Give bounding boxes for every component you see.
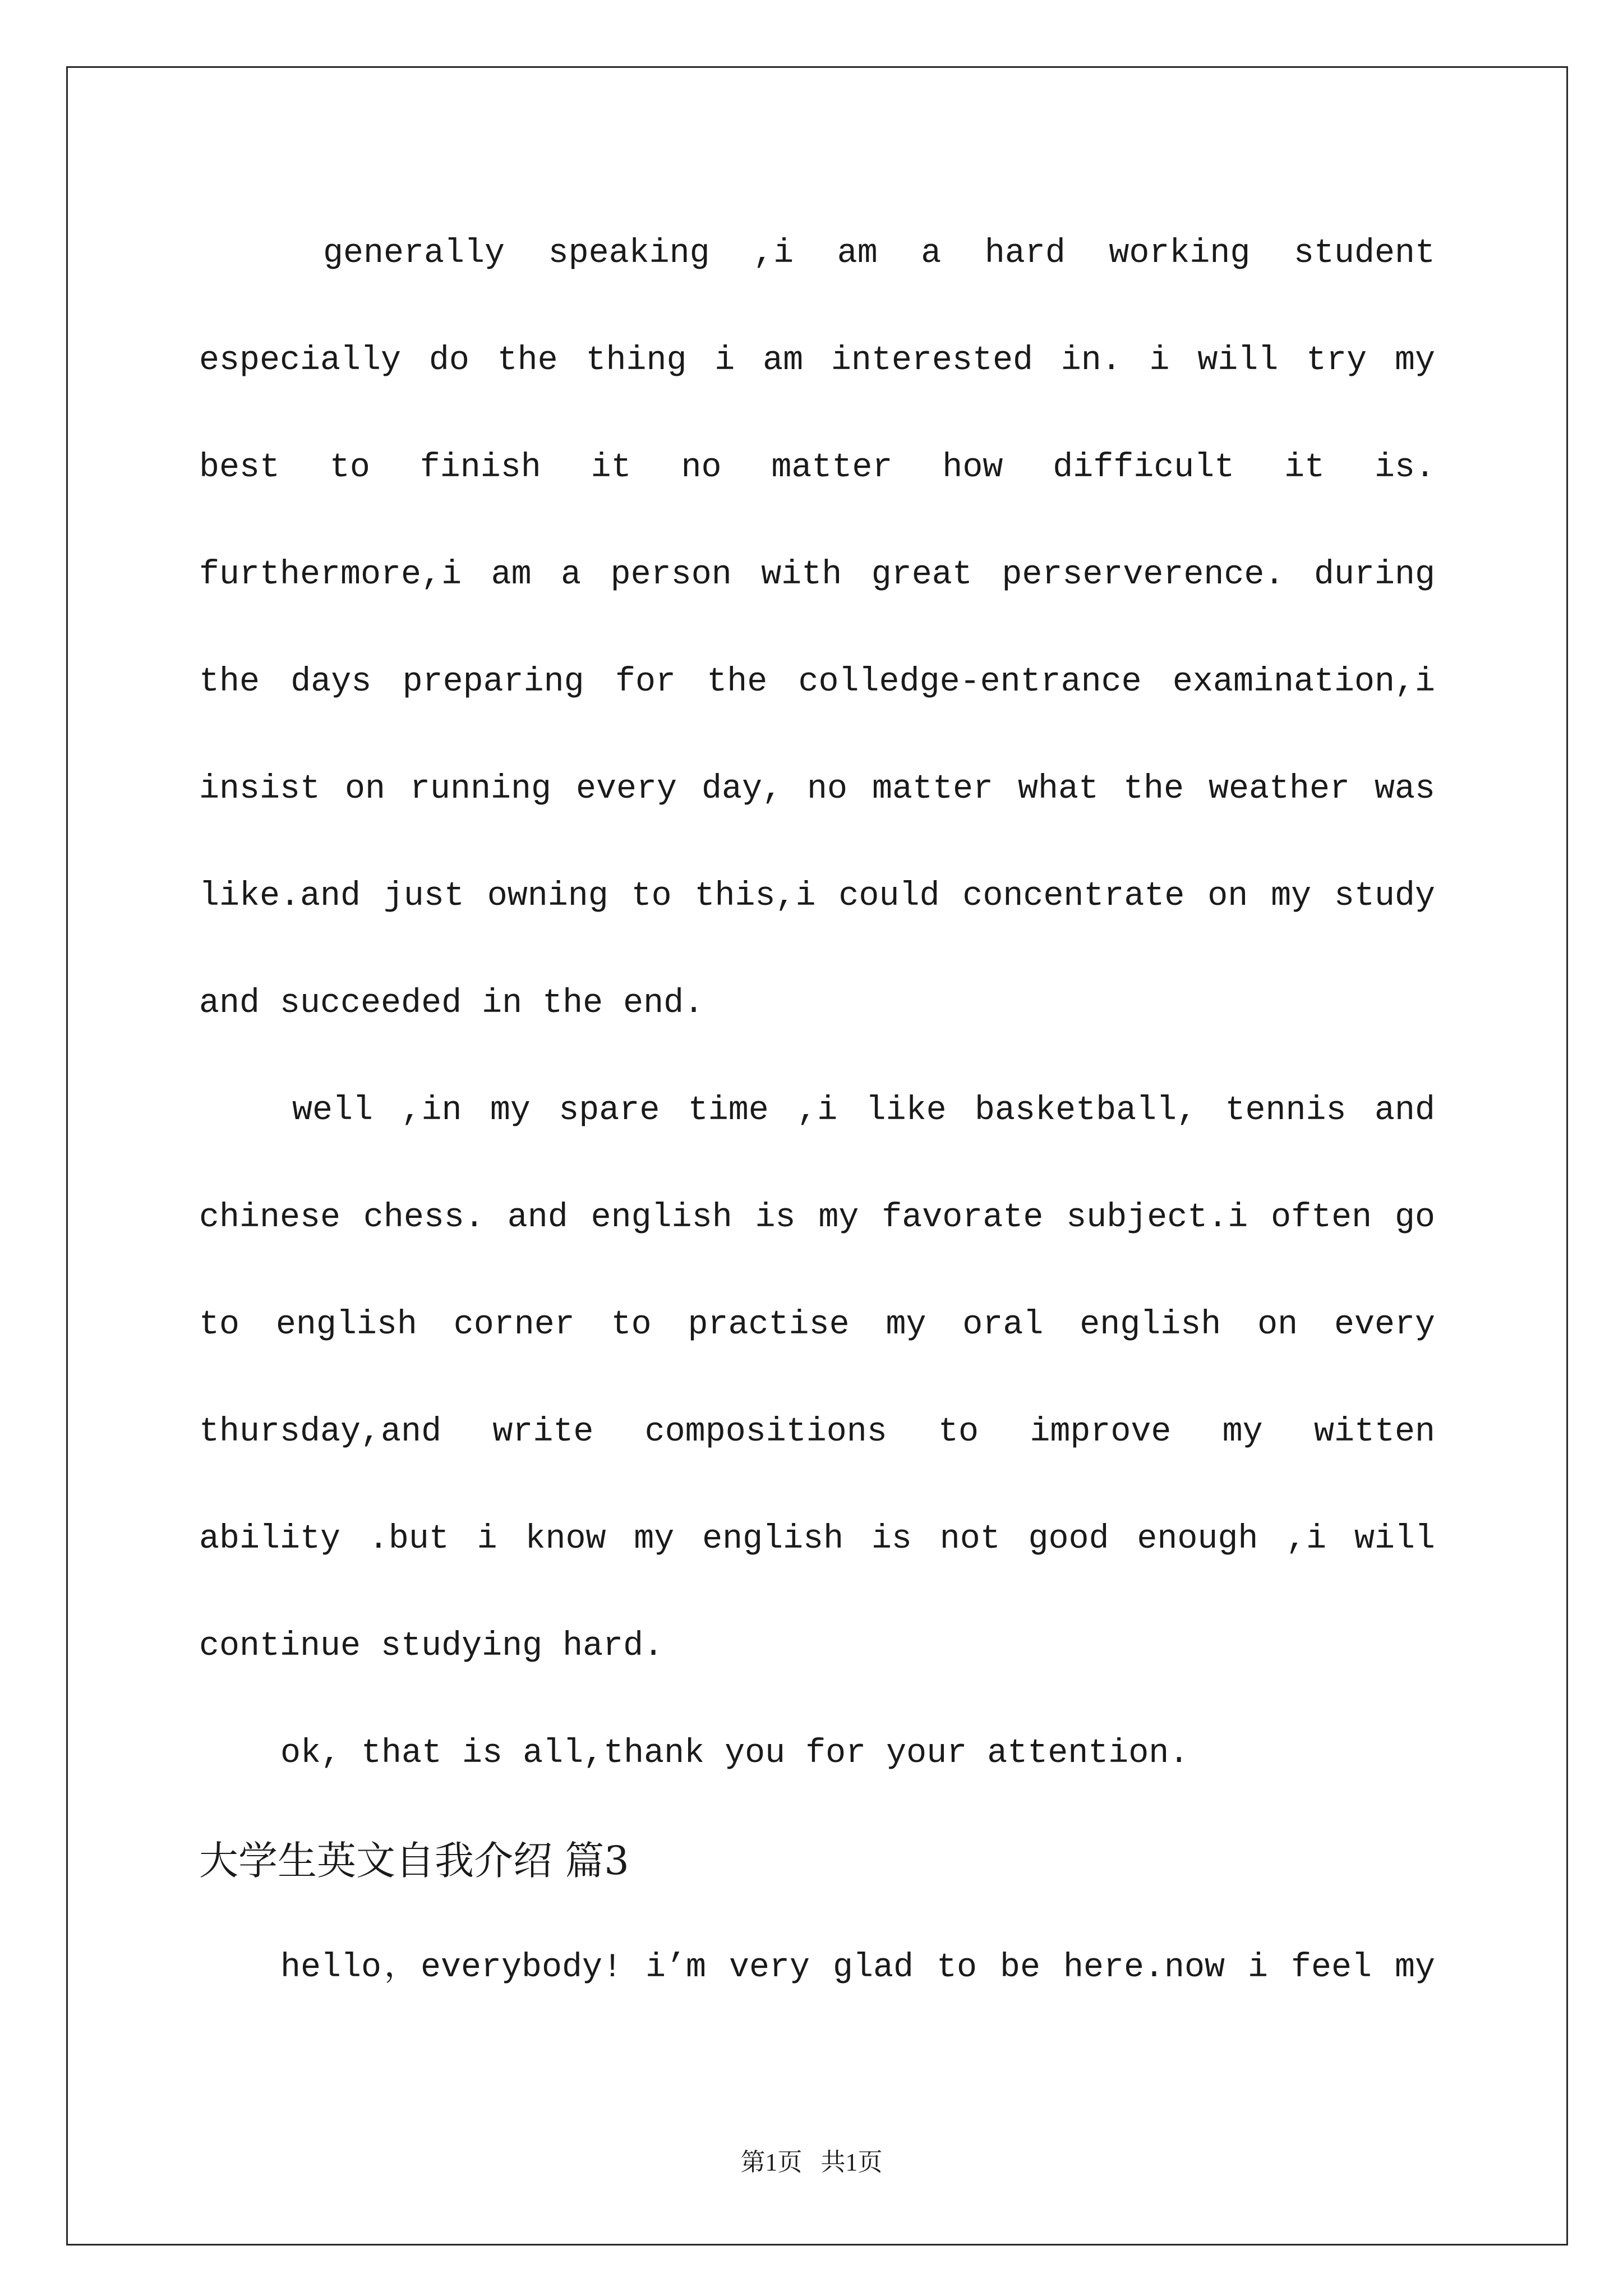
text-line: chinese chess. and english is my favorate subject.i often go bbox=[199, 1199, 1435, 1237]
text-line: like.and just owning to this,i could concentrate on my study bbox=[199, 877, 1435, 915]
text-line: thursday,and write compositions to improve my witten bbox=[199, 1413, 1435, 1451]
text-line: ability .but i know my english is not good enough ,i will bbox=[199, 1520, 1435, 1558]
text-line: and succeeded in the end. bbox=[199, 984, 704, 1023]
text-line: especially do the thing i am interested in. i will try my bbox=[199, 342, 1435, 380]
text-line: generally speaking ,i am a hard working student bbox=[323, 234, 1435, 273]
text-line: insist on running every day, no matter what the weather was bbox=[199, 770, 1435, 808]
text-line: best to finish it no matter how difficult it is. bbox=[199, 449, 1435, 487]
page-footer: 第1页 共1页 bbox=[740, 2148, 883, 2176]
text-line: ok, that is all,thank you for your attention. bbox=[280, 1734, 1189, 1773]
text-line: furthermore,i am a person with great perserverence. during bbox=[199, 556, 1435, 594]
text-line: hello，everybody! i’m very glad to be here.now i feel my bbox=[280, 1949, 1435, 1987]
text-line: continue studying hard. bbox=[199, 1627, 664, 1665]
document-body bbox=[199, 200, 1435, 2022]
text-line: well ,in my spare time ,i like basketball, tennis and bbox=[292, 1092, 1435, 1130]
section-heading: 大学生英文自我介绍 篇3 bbox=[199, 1838, 629, 1884]
text-line: the days preparing for the colledge-entrance examination,i bbox=[199, 663, 1435, 701]
text-line: to english corner to practise my oral english on every bbox=[199, 1306, 1435, 1344]
